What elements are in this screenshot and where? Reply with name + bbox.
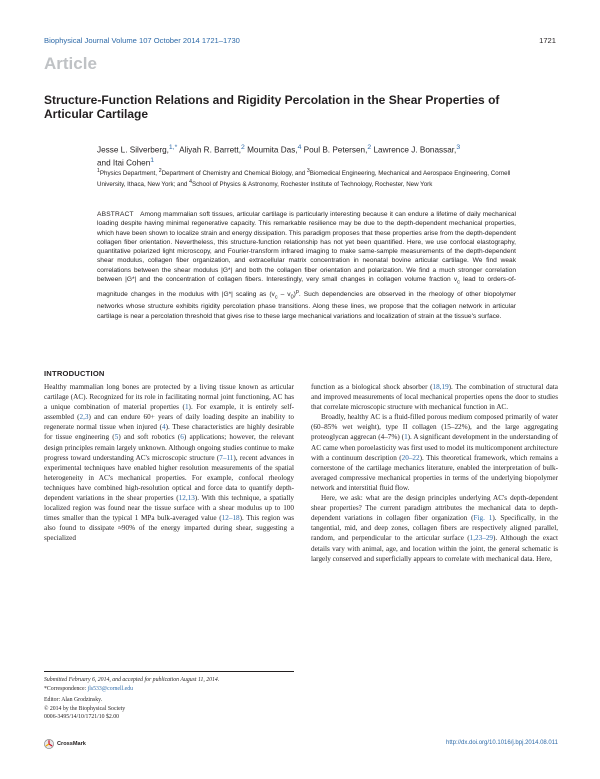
affiliation-text: Physics Department,	[99, 170, 159, 178]
abstract-subscript: c	[274, 294, 278, 301]
paragraph: Healthy mammalian long bones are protected by a living tissue known as articular cartilage (AC). Recognized for its role in facilitating normal joint functioning, AC has a unique combination of material properties (1). For example, it is entirely self-assembled (2,3) and can endure 60+ years of daily loading despite an inability to regenerate normal tissue when injured (4). These characteristics are highly desirable for tissue engineering (5) and soft robotics (6) applications; however, the relevant design principles remain largely unknown. Although ongoing studies continue to make progress toward understanding AC's microscopic structure (7–11), recent advances in experimental techniques have enabled higher resolution measurements of the spatial heterogeneity in AC's mechanical properties. For example, confocal rheology techniques have combined high-resolution optical and force data to quantify depth-dependent variations in the shear properties (12,13). With this technique, a spatially localized region was found near the tissue surface with a shear modulus up to 100 times smaller than the typical 1 MPa bulk-averaged value (12–18). This region was also found to dissipate ≈90% of the energy imparted during shear, suggesting a specialized	[44, 383, 295, 543]
citation-link[interactable]: 12,13	[178, 494, 195, 503]
abstract-subscript: 0	[290, 294, 294, 301]
citation-link[interactable]: 1	[184, 403, 189, 412]
crossmark-icon	[44, 739, 54, 749]
citation-link[interactable]: 6	[180, 433, 184, 442]
author[interactable]: Moumita Das,	[244, 145, 298, 155]
doi-link[interactable]: http://dx.doi.org/10.1016/j.bpj.2014.08.011	[446, 740, 558, 746]
citation-link[interactable]: 1,23–29	[469, 534, 494, 543]
affiliation-text: Department of Chemistry and Chemical Biology, and	[161, 170, 307, 178]
running-header	[44, 36, 556, 45]
abstract-label: ABSTRACT	[97, 211, 134, 218]
citation-link[interactable]: 2,3	[79, 413, 89, 422]
paragraph: Broadly, healthy AC is a fluid-filled porous medium composed primarily of water (60–85% wet weight), type II collagen (15–22%), and the large aggregating proteoglycan aggrecan (4–7%) (1). A significant development in the understanding of AC came when poroelasticity was first used to model its multicomponent architecture with a continuum description (20–22). This theoretical framework, which remains a cornerstone of the cartilage mechanics literature, enabled the interpretation of bulk-averaged compressive mechanical properties in terms of the underlying biopolymer network and interstitial fluid flow.	[311, 413, 558, 492]
body-column-right	[311, 382, 558, 564]
citation-link[interactable]: 7–11	[219, 453, 234, 462]
affiliation-sup: 1	[97, 168, 100, 174]
abstract-subscript: c	[457, 279, 460, 286]
author[interactable]: Jesse L. Silverberg,	[97, 145, 169, 155]
footnotes	[44, 676, 294, 722]
submission-dates: Submitted February 6, 2014, and accepted for publication August 11, 2014.	[44, 677, 220, 683]
affiliations	[97, 167, 517, 189]
abstract-superscript: p	[295, 288, 299, 295]
citation-link[interactable]: 12–18	[221, 514, 240, 523]
correspondence-email-link[interactable]: jls533@cornell.edu	[87, 685, 134, 692]
introduction-heading: INTRODUCTION	[44, 369, 105, 378]
affiliation-text: School of Physics & Astronomy, Rochester Institute of Technology, Rochester, New York	[191, 181, 433, 189]
copyright: © 2014 by the Biophysical Society	[44, 705, 126, 712]
author-affiliation-sup[interactable]: 4	[297, 144, 302, 151]
author-affiliation-sup[interactable]: 3	[456, 144, 461, 151]
article-title: Structure-Function Relations and Rigidity Percolation in the Shear Properties of Articular Cartilage	[44, 93, 500, 121]
author-affiliation-sup[interactable]: 1,*	[168, 144, 178, 151]
article-type-label: Article	[44, 54, 97, 73]
abstract-text: )	[293, 290, 296, 298]
affiliation-sup: 3	[306, 168, 310, 174]
abstract	[97, 210, 516, 321]
author[interactable]: and Itai Cohen	[97, 158, 151, 168]
abstract-text: – v	[277, 290, 291, 298]
footnote-divider	[44, 671, 294, 672]
author[interactable]: Lawrence J. Bonassar,	[371, 145, 457, 155]
abstract-text: lead to orders-of-magnitude changes in the modulus with |G*| scaling as (v	[97, 276, 516, 298]
abstract-text: Among mammalian soft tissues, articular cartilage is particularly interesting because it can endure a lifetime of daily mechanical loading despite having minimal regenerative capacity. This remarkable resilience may be due to the depth-dependent mechanical properties, which have been shown to localize strain and energy dissipation. This paradigm proposes that these properties arise from the depth-dependent collagen fiber orientation. Nevertheless, this structure-function relationship has not yet been quantified. Here, we use confocal elastography, quantitative polarized light microscopy, and Fourier-transform infrared imaging to make same-sample measurements of the depth-dependent shear modulus, collagen fiber organization, and extracellular matrix concentration in neonatal bovine articular cartilage. We find weak correlations between the shear modulus |G*| and both the collagen fiber orientation and polarization. We find a much stronger correlation between |G*| and the concentration of collagen fibers. Interestingly, very small changes in collagen volume fraction v	[97, 211, 516, 284]
crossmark-badge[interactable]	[44, 739, 86, 749]
citation-link[interactable]: 20–22	[401, 453, 420, 462]
page-number: 1721	[539, 36, 556, 45]
citation-link[interactable]: 4	[161, 423, 166, 432]
affiliation-sup: 4	[189, 179, 192, 186]
citation-link[interactable]: 5	[114, 433, 119, 442]
affiliation-text: Biomedical Engineering, Mechanical and Aerospace Engineering, Cornell University, Ithaca, New York; and	[97, 170, 511, 189]
author[interactable]: Aliyah R. Barrett,	[177, 145, 241, 155]
author[interactable]: Poul B. Petersen,	[301, 145, 368, 155]
editor-note: Editor: Alan Grodzinsky.	[44, 697, 103, 704]
paragraph: function as a biological shock absorber (18,19). The combination of structural data and improved measurements of local mechanical properties opens the door to studies that correlate microscopic structure with mechanical function in AC.	[311, 383, 558, 412]
paragraph: Here, we ask: what are the design principles underlying AC's depth-dependent shear properties? The current paradigm attributes the mechanical data to depth-dependent variations in collagen fiber organization (Fig. 1). Specifically, in the tangential, mid, and deep zones, collagen fibers are respectively aligned parallel, random, and perpendicular to the articular surface (1,23–29). Although the exact details vary with animal, age, and location within the joint, the general schematic is largely conserved and superficially appears to correlate with mechanical data. Here,	[311, 494, 559, 563]
journal-citation[interactable]: Biophysical Journal Volume 107 October 2014 1721–1730	[44, 36, 240, 45]
body-column-left	[44, 382, 294, 544]
crossmark-label: CrossMark	[57, 741, 86, 747]
figure-link[interactable]: Fig. 1	[473, 514, 493, 523]
citation-link[interactable]: 18,19	[432, 383, 449, 391]
author-affiliation-sup[interactable]: 1	[150, 157, 155, 165]
affiliation-sup: 2	[158, 168, 162, 174]
author-affiliation-sup[interactable]: 2	[240, 144, 245, 151]
issn: 0006-3495/14/10/1721/10 $2.00	[44, 714, 120, 721]
author-affiliation-sup[interactable]: 2	[367, 144, 372, 151]
citation-link[interactable]: 1	[404, 433, 408, 442]
author-list	[97, 143, 517, 169]
abstract-text: . Such dependencies are observed in the rheology of other biopolymer networks whose structure exhibits rigidity percolation phase transitions. Along these lines, we propose that the collagen network in articular cartilage is near a percolation threshold that gives rise to these large mechanical variations and localization of strain at the tissue's surface.	[97, 290, 516, 320]
correspondence: *Correspondence: jls533@cornell.edu	[44, 685, 134, 692]
